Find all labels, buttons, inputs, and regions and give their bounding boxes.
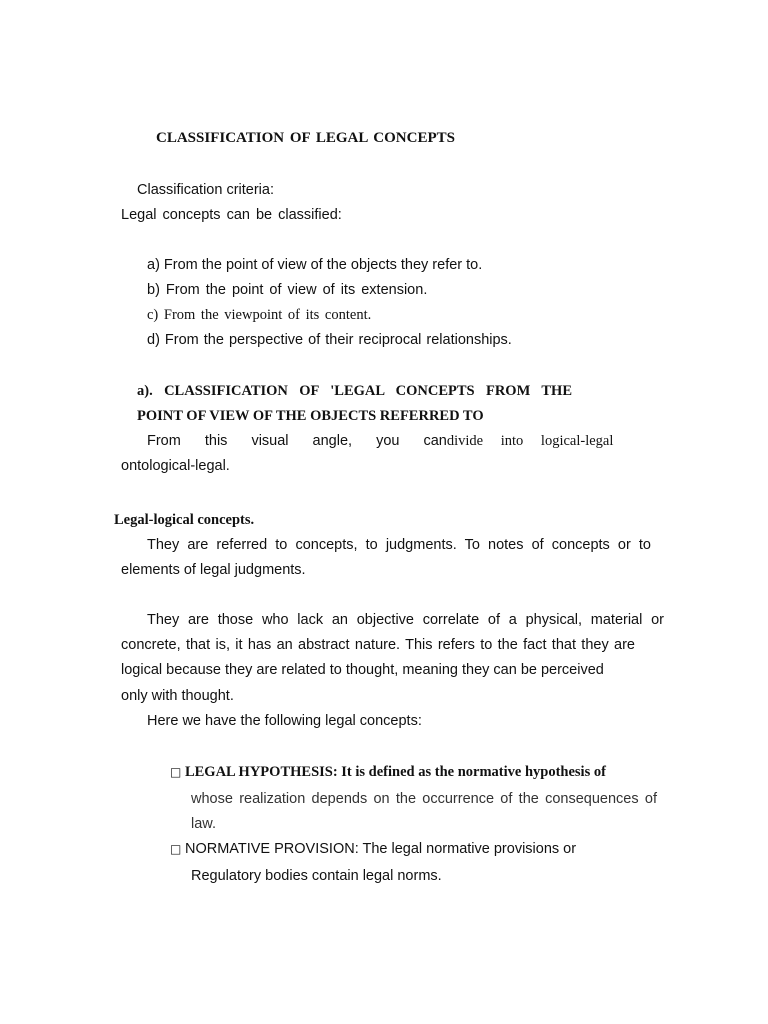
legal-logical-heading: Legal-logical concepts.	[114, 512, 255, 528]
checkbox-bullet-icon: □	[170, 842, 182, 856]
bullet-normative-provision-line1: NORMATIVE PROVISION: The legal normative provisions or	[184, 841, 577, 857]
section-a-paragraph-line1	[147, 432, 614, 450]
section-a-heading-line2: POINT OF VIEW OF THE OBJECTS REFERRED TO	[137, 408, 484, 424]
section-a-paragraph-part1: From this visual angle, you can	[147, 433, 447, 449]
bullet-normative-provision	[170, 840, 576, 858]
bullet-legal-hypothesis-line1: LEGAL HYPOTHESIS: It is defined as the normative hypothesis of	[184, 764, 606, 780]
list-item-c: c) From the viewpoint of its content.	[147, 307, 372, 323]
legal-logical-p2-line2: concrete, that is, it has an abstract nature. This refers to the fact that they are	[121, 637, 635, 653]
list-item-d: d) From the perspective of their reciprocal relationships.	[147, 332, 512, 348]
legal-logical-p3: Here we have the following legal concepts:	[147, 713, 422, 729]
bullet-legal-hypothesis-line3: law.	[191, 816, 216, 832]
legal-logical-p2-line4: only with thought.	[121, 688, 234, 704]
criteria-label: Classification criteria:	[137, 182, 274, 198]
legal-logical-p1-line2: elements of legal judgments.	[121, 562, 306, 578]
section-a-paragraph-part2: divide into logical-legal	[446, 433, 614, 449]
legal-logical-p2-line3: logical because they are related to thought, meaning they can be perceived	[121, 662, 604, 678]
list-item-a: a) From the point of view of the objects they refer to.	[147, 257, 483, 273]
bullet-normative-provision-line2: Regulatory bodies contain legal norms.	[191, 868, 442, 884]
page-title: CLASSIFICATION OF LEGAL CONCEPTS	[156, 130, 455, 146]
section-a-heading-line1: a). CLASSIFICATION OF 'LEGAL CONCEPTS FROM THE	[137, 383, 572, 399]
bullet-legal-hypothesis-line2: whose realization depends on the occurrence of the consequences of	[191, 791, 657, 807]
legal-logical-p2-line1: They are those who lack an objective correlate of a physical, material or	[147, 612, 664, 628]
section-a-paragraph-line2: ontological-legal.	[121, 458, 230, 474]
list-item-b: b) From the point of view of its extension.	[147, 282, 428, 298]
legal-logical-p1-line1: They are referred to concepts, to judgments. To notes of concepts or to	[147, 537, 651, 553]
checkbox-bullet-icon: □	[170, 765, 182, 779]
intro-text: Legal concepts can be classified:	[121, 207, 342, 223]
bullet-legal-hypothesis	[170, 763, 606, 781]
